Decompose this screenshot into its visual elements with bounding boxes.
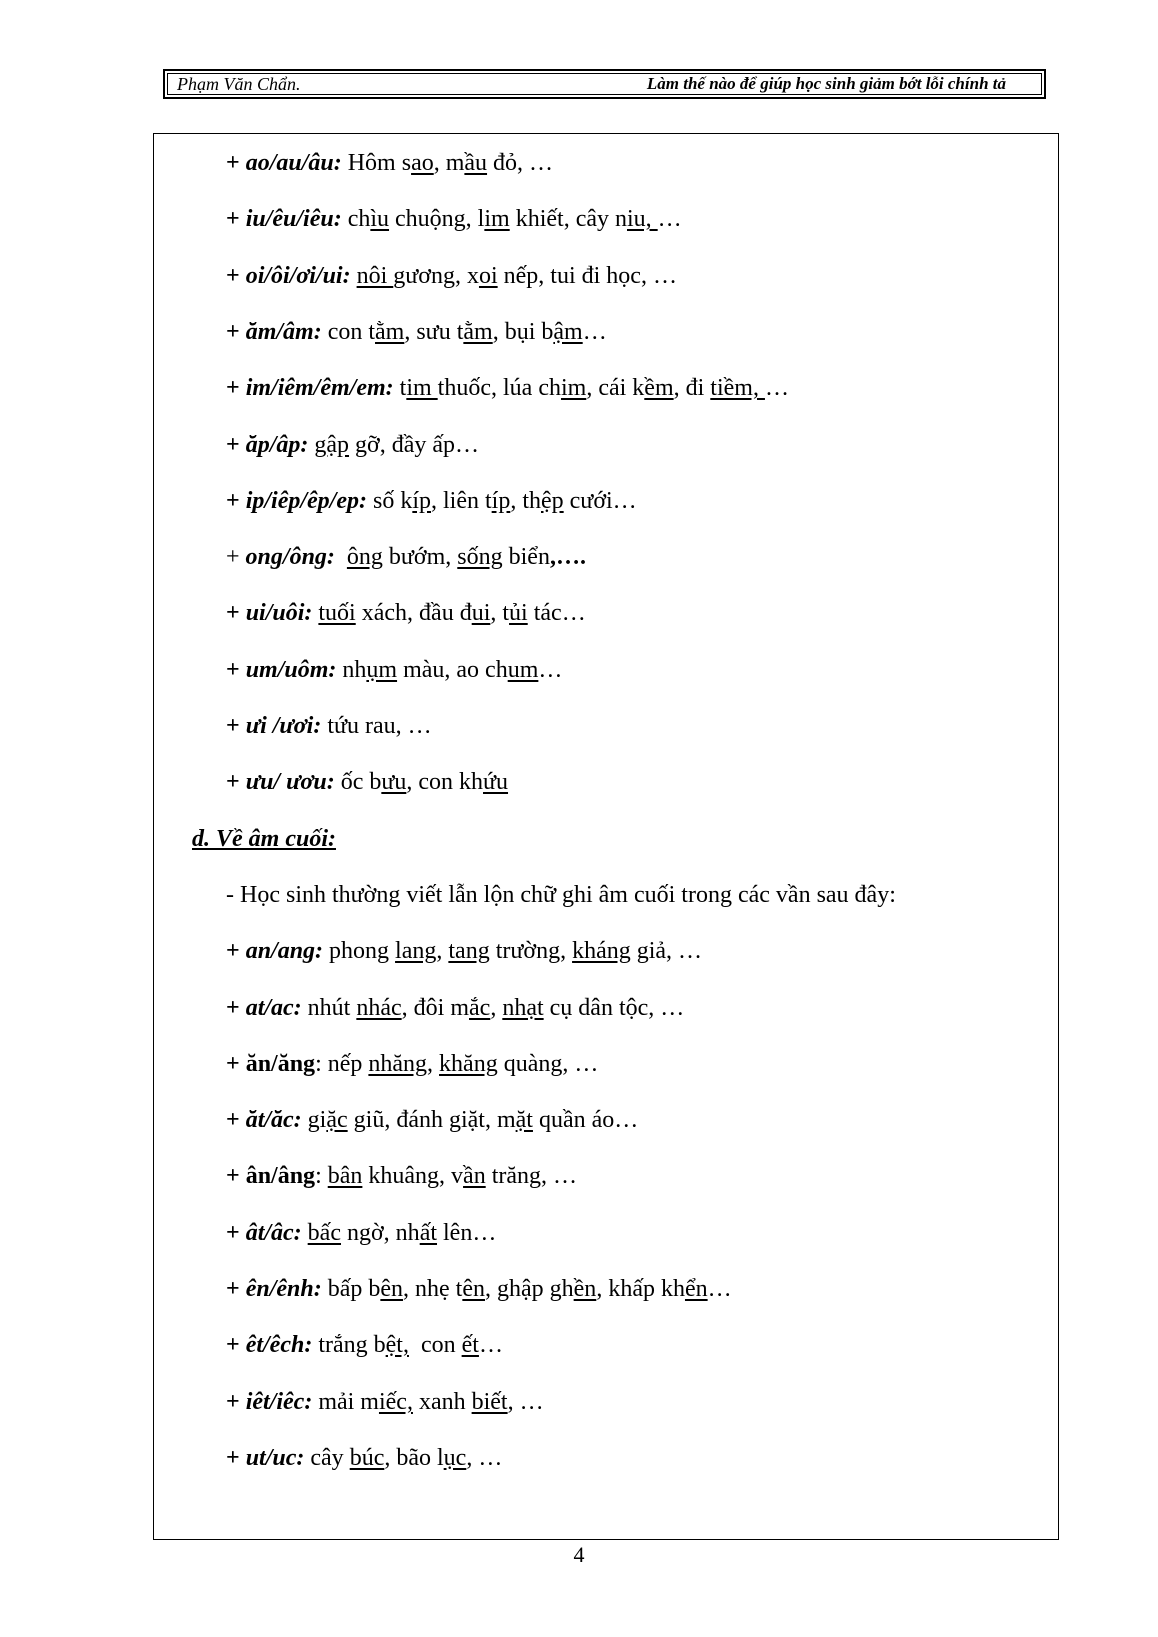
rhyme-item — [226, 1443, 502, 1473]
rhyme-item — [226, 936, 702, 966]
item-text: , sưu t — [404, 319, 464, 345]
page-header — [163, 69, 1046, 99]
underlined-error-text: ụm — [366, 657, 398, 683]
item-text: … — [538, 657, 563, 683]
rhyme-item — [226, 430, 479, 460]
item-label: ât/âc: — [245, 1220, 302, 1246]
underlined-error-text: ông — [346, 544, 383, 570]
item-text: , ghập gh — [485, 1276, 574, 1302]
underlined-error-text: ền — [573, 1276, 597, 1302]
item-prefix: + — [226, 995, 246, 1021]
underlined-error-text: íp — [491, 488, 511, 514]
item-text: nhút — [301, 995, 357, 1021]
item-text: : — [315, 1163, 328, 1189]
item-label: ăp/âp: — [245, 432, 309, 458]
underlined-error-text: ằm — [375, 319, 405, 345]
item-text: ốc b — [334, 769, 382, 795]
item-text: , khấp kh — [596, 1276, 685, 1302]
rhyme-item — [226, 486, 637, 516]
item-text: , … — [466, 1445, 503, 1471]
item-text: , m — [433, 150, 465, 176]
item-prefix: + — [226, 319, 246, 345]
item-prefix: + — [226, 375, 246, 401]
item-prefix: + — [226, 600, 246, 626]
rhyme-item — [226, 1105, 638, 1135]
item-label: ăn/ăng — [245, 1051, 316, 1077]
item-text: thuốc, lúa ch — [437, 375, 561, 401]
item-label: at/ac: — [245, 995, 302, 1021]
item-text: khuâng, v — [362, 1163, 464, 1189]
item-text: số k — [366, 488, 413, 514]
item-text: cưới… — [563, 488, 637, 514]
item-label: ăm/âm: — [245, 319, 322, 345]
item-label: um/uôm: — [245, 657, 337, 683]
item-text: con t — [321, 319, 376, 345]
item-text: Hôm s — [341, 150, 412, 176]
rhyme-item — [226, 261, 677, 291]
item-text: mải m — [312, 1389, 379, 1415]
item-text: , — [436, 938, 449, 964]
item-prefix: + — [226, 1389, 246, 1415]
underlined-error-text: sống — [457, 544, 503, 570]
underlined-error-text: ằm — [463, 319, 493, 345]
item-label: ưi /ươi: — [245, 713, 322, 739]
item-prefix: + — [226, 1332, 246, 1358]
underlined-error-text: ệp — [541, 488, 564, 514]
rhyme-item — [226, 542, 586, 572]
underlined-error-text: nôi — [356, 263, 394, 289]
item-text: trăng, … — [485, 1163, 578, 1189]
section-heading-text: d. Về âm cuối: — [192, 826, 336, 852]
item-prefix: + — [226, 1276, 246, 1302]
underlined-error-text: khăng — [439, 1051, 498, 1077]
item-text: ngờ, nh — [340, 1220, 420, 1246]
item-text: tác… — [527, 600, 586, 626]
underlined-error-text: bấc — [307, 1220, 341, 1246]
item-label: êt/êch: — [245, 1332, 313, 1358]
item-prefix: + — [226, 1445, 246, 1471]
paragraph-line — [226, 880, 896, 910]
rhyme-item — [226, 598, 586, 628]
item-text: màu, ao ch — [397, 657, 508, 683]
header-author: Phạm Văn Chẩn. — [177, 74, 301, 94]
underlined-error-text: ủi — [509, 600, 528, 626]
underlined-error-text: ậm — [553, 319, 583, 345]
rhyme-item — [226, 204, 682, 234]
underlined-error-text: ặc — [326, 1107, 348, 1133]
item-prefix: + — [226, 1051, 246, 1077]
item-text: bấp b — [321, 1276, 381, 1302]
item-text: , con kh — [406, 769, 484, 795]
item-text: , liên t — [431, 488, 492, 514]
item-text: biển — [502, 544, 550, 570]
item-label: ao/au/âu: — [245, 150, 342, 176]
underlined-error-text: ui — [471, 600, 491, 626]
item-text: cụ dân tộc, … — [543, 995, 685, 1021]
item-text: giũ, đánh giặt, m — [347, 1107, 516, 1133]
item-label: an/ang: — [245, 938, 324, 964]
item-prefix: + — [226, 1163, 246, 1189]
item-text: , bão l — [384, 1445, 444, 1471]
item-text: gi — [301, 1107, 327, 1133]
section-heading — [192, 824, 336, 854]
header-title: Làm thế nào để giúp học sinh giảm bớt lỗi chính tả — [646, 74, 1006, 93]
item-text: t — [393, 375, 407, 401]
item-text: … — [764, 375, 789, 401]
underlined-error-text: iếc, — [378, 1389, 413, 1415]
item-text: con — [408, 1332, 462, 1358]
item-prefix: + — [226, 544, 246, 570]
underlined-error-text: ầu — [464, 150, 488, 176]
page-number: 4 — [573, 1542, 585, 1567]
item-text: gỡ, đầy ấp… — [349, 432, 480, 458]
item-text: trường, — [489, 938, 573, 964]
underlined-error-text: kháng — [572, 938, 631, 964]
item-text: khiết, cây n — [509, 206, 627, 232]
item-text: , — [490, 995, 503, 1021]
item-label: ăt/ăc: — [245, 1107, 302, 1133]
item-text: gương, x — [393, 263, 479, 289]
item-label: ên/ênh: — [245, 1276, 322, 1302]
rhyme-item — [226, 1161, 577, 1191]
underlined-error-text: ệt, — [385, 1332, 409, 1358]
underlined-error-text: ết — [461, 1332, 479, 1358]
item-text: … — [657, 206, 682, 232]
underlined-error-text: ặt — [515, 1107, 533, 1133]
item-text: xanh — [412, 1389, 472, 1415]
item-text: ch — [341, 206, 371, 232]
item-prefix: + — [226, 150, 246, 176]
item-text: … — [478, 1332, 503, 1358]
item-prefix: + — [226, 432, 246, 458]
rhyme-item — [226, 373, 789, 403]
item-label: oi/ôi/ơi/ui: — [245, 263, 351, 289]
item-text: tứu rau, … — [321, 713, 432, 739]
underlined-error-text: ục — [443, 1445, 467, 1471]
rhyme-item — [226, 1274, 732, 1304]
item-label: ân/âng — [245, 1163, 316, 1189]
underlined-error-text: im — [406, 375, 438, 401]
item-text: : nếp — [315, 1051, 369, 1077]
item-label: ong/ông: — [245, 544, 335, 570]
underlined-error-text: ên — [380, 1276, 404, 1302]
item-prefix: + — [226, 263, 246, 289]
item-text: , cái k — [586, 375, 645, 401]
underlined-error-text: ắc — [469, 995, 491, 1021]
underlined-error-text: íp — [412, 488, 431, 514]
underlined-error-text: ất — [419, 1220, 438, 1246]
underlined-error-text: ìu — [370, 206, 390, 232]
item-text: quần áo… — [532, 1107, 639, 1133]
item-prefix: + — [226, 488, 246, 514]
item-text: nh — [336, 657, 367, 683]
rhyme-item — [226, 993, 684, 1023]
underlined-error-text: im — [484, 206, 510, 232]
paragraph-text: - Học sinh thường viết lẫn lộn chữ ghi âm cuối trong các vần sau đây: — [226, 882, 896, 908]
item-label: ui/uôi: — [245, 600, 313, 626]
item-text: cây — [304, 1445, 350, 1471]
underlined-error-text: im — [560, 375, 587, 401]
item-prefix: + — [226, 938, 246, 964]
item-text: , đi — [673, 375, 711, 401]
rhyme-item — [226, 1387, 544, 1417]
underlined-error-text: lang — [395, 938, 437, 964]
item-text: xách, đầu đ — [355, 600, 472, 626]
item-text: lên… — [437, 1220, 497, 1246]
underlined-error-text: ứu — [483, 769, 509, 795]
underlined-error-text: gập — [314, 432, 350, 458]
item-prefix: + — [226, 1220, 246, 1246]
item-text: , th — [510, 488, 541, 514]
item-text: trắng b — [312, 1332, 386, 1358]
item-text: nếp, tui đi học, … — [497, 263, 677, 289]
item-label: iêt/iêc: — [245, 1389, 313, 1415]
item-prefix: + — [226, 657, 246, 683]
item-label: ip/iêp/êp/ep: — [245, 488, 367, 514]
rhyme-item — [226, 767, 508, 797]
underlined-error-text: bân — [327, 1163, 363, 1189]
item-text: đỏ, … — [487, 150, 554, 176]
item-prefix: + — [226, 769, 246, 795]
underlined-error-text: búc — [349, 1445, 385, 1471]
item-label: ut/uc: — [245, 1445, 305, 1471]
rhyme-item — [226, 1330, 503, 1360]
underlined-error-text: ần — [463, 1163, 486, 1189]
rhyme-item — [226, 1049, 598, 1079]
underlined-error-text: biết — [471, 1389, 508, 1415]
item-text: chuộng, l — [389, 206, 485, 232]
item-text: , — [427, 1051, 440, 1077]
item-text: … — [707, 1276, 732, 1302]
underlined-error-text: ao — [411, 150, 434, 176]
rhyme-item — [226, 148, 553, 178]
underlined-error-text: ềm — [644, 375, 674, 401]
item-text — [335, 544, 347, 570]
item-text: , … — [507, 1389, 544, 1415]
underlined-error-text: iu, — [627, 206, 658, 232]
item-text: , đôi m — [401, 995, 469, 1021]
underlined-error-text: tuối — [318, 600, 356, 626]
rhyme-item — [226, 317, 607, 347]
underlined-error-text: ên — [462, 1276, 485, 1302]
item-text: , nhẹ t — [403, 1276, 463, 1302]
underlined-error-text: tiềm, — [710, 375, 765, 401]
item-prefix: + — [226, 713, 246, 739]
item-text: , bụi b — [492, 319, 554, 345]
item-prefix: + — [226, 206, 246, 232]
item-label: iu/êu/iêu: — [245, 206, 342, 232]
underlined-error-text: oi — [478, 263, 498, 289]
item-text: , t — [490, 600, 510, 626]
item-text: phong — [323, 938, 396, 964]
item-text: … — [582, 319, 607, 345]
underlined-error-text: tang — [448, 938, 490, 964]
rhyme-item — [226, 1218, 496, 1248]
rhyme-item — [226, 711, 432, 741]
item-prefix: + — [226, 1107, 246, 1133]
underlined-error-text: nhăng — [368, 1051, 428, 1077]
rhyme-item — [226, 655, 562, 685]
item-label: im/iêm/êm/em: — [245, 375, 394, 401]
underlined-error-text: nhác — [356, 995, 402, 1021]
underlined-error-text: ưu — [381, 769, 407, 795]
underlined-error-text: um — [507, 657, 539, 683]
item-text: bướm, — [382, 544, 458, 570]
item-text: ,…. — [549, 544, 586, 570]
item-text: quàng, … — [497, 1051, 599, 1077]
item-text: giả, … — [630, 938, 703, 964]
item-label: ưu/ ươu: — [245, 769, 335, 795]
underlined-error-text: ển — [684, 1276, 708, 1302]
underlined-error-text: nhạt — [502, 995, 544, 1021]
